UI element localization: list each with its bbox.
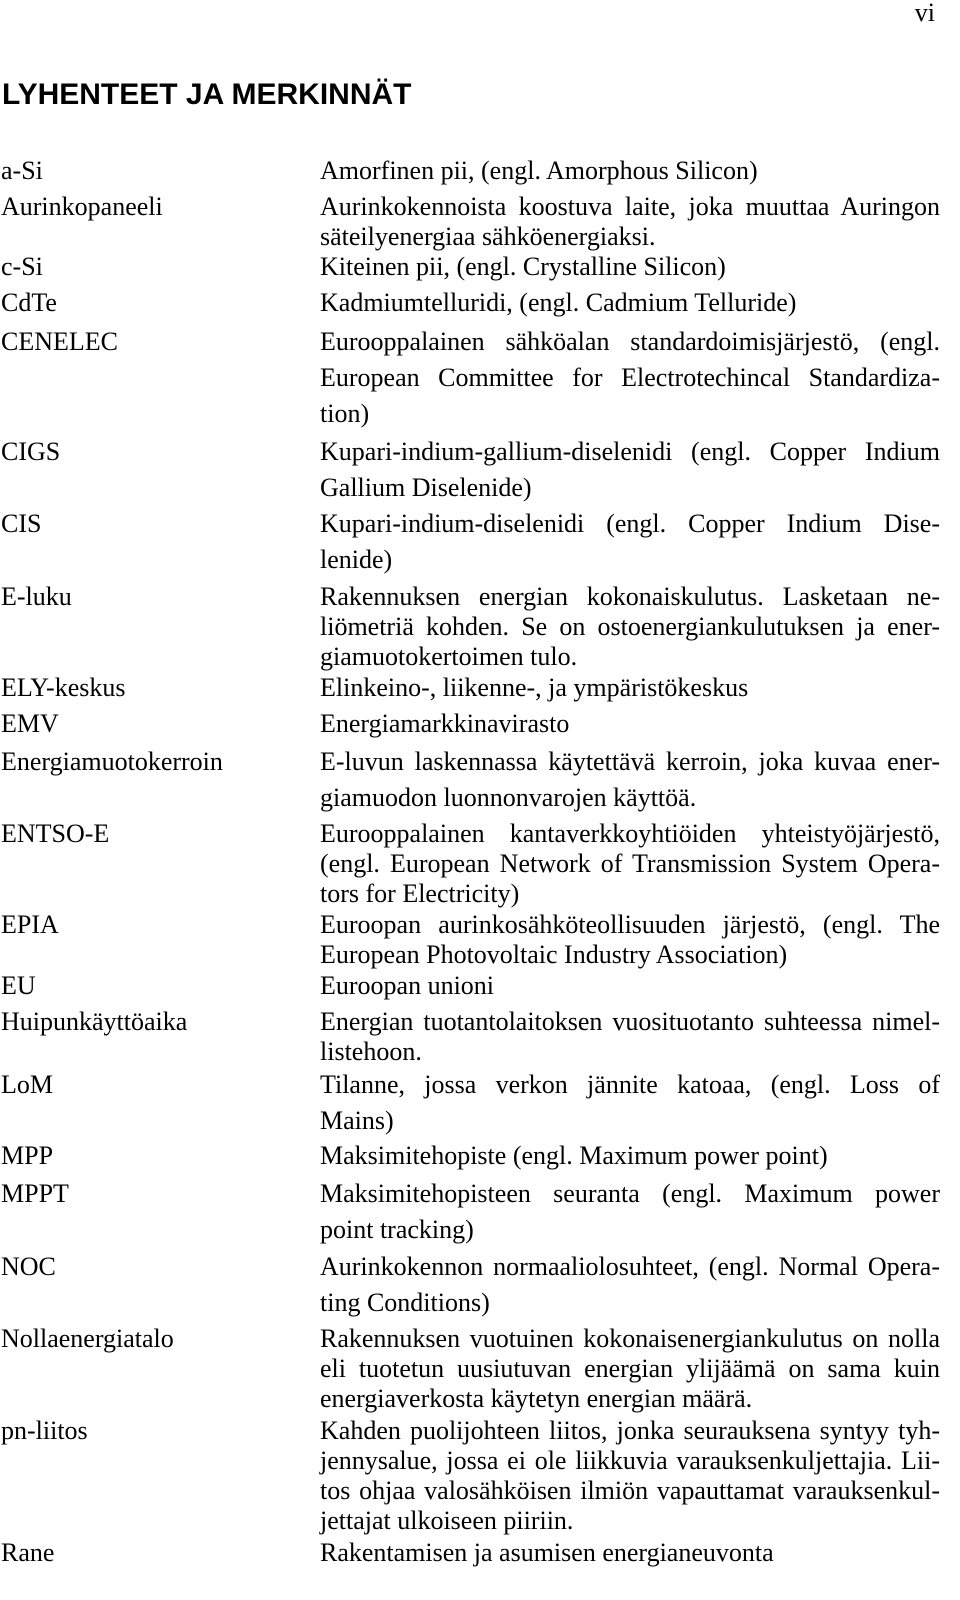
abbreviation-definition: [320, 1324, 940, 1414]
abbreviation-definition: [320, 910, 940, 970]
definition-line: Amorfinen pii, (engl. Amorphous Silicon): [320, 156, 758, 185]
definition-line: Eurooppalainen sähköalan standardoimisjärjestö, (engl.: [320, 327, 940, 356]
abbreviation-definition: [320, 252, 940, 282]
abbreviation-term: MPP: [1, 1141, 54, 1170]
abbreviation-definition: [320, 156, 940, 186]
definition-line: Elinkeino-, liikenne-, ja ympäristökeskus: [320, 673, 749, 702]
definition-line: point tracking): [320, 1215, 474, 1244]
abbreviation-definition: [320, 434, 940, 506]
definition-line: Kahden puolijohteen liitos, jonka seurauksena syntyy tyh-: [320, 1416, 940, 1445]
abbreviation-definition: [320, 192, 940, 252]
abbreviation-term: c-Si: [1, 252, 43, 281]
abbreviation-definition: [320, 1176, 940, 1248]
abbreviation-term: EU: [1, 971, 36, 1000]
abbreviation-term: Huipunkäyttöaika: [1, 1007, 188, 1036]
definition-line: Euroopan aurinkosähköteollisuuden järjestö, (engl. The: [320, 910, 940, 939]
abbreviation-definition: [320, 744, 940, 816]
abbreviation-term: CdTe: [1, 288, 57, 317]
abbreviation-term: Rane: [1, 1538, 55, 1567]
abbreviation-term: CENELEC: [1, 327, 118, 356]
abbreviation-definition: [320, 288, 940, 318]
abbreviation-term: ELY-keskus: [1, 673, 126, 702]
abbreviation-term: LoM: [1, 1070, 53, 1099]
abbreviation-term: Energiamuotokerroin: [1, 747, 223, 776]
abbreviation-definition: [320, 1538, 940, 1568]
definition-line: liömetriä kohden. Se on ostoenergiankulutuksen ja ener-: [320, 612, 940, 641]
abbreviation-term: E-luku: [1, 582, 72, 611]
abbreviation-term: MPPT: [1, 1179, 69, 1208]
definition-line: Aurinkokennoista koostuva laite, joka muuttaa Auringon: [320, 192, 940, 221]
definition-line: tion): [320, 399, 370, 428]
abbreviation-term: EMV: [1, 709, 59, 738]
abbreviation-definition: [320, 673, 940, 703]
abbreviation-definition: [320, 1007, 940, 1067]
definition-line: tos ohjaa valosähköisen ilmiön vapauttamat varauksenkul-: [320, 1476, 940, 1505]
definition-line: giamuodon luonnonvarojen käyttöä.: [320, 783, 697, 812]
definition-line: giamuotokertoimen tulo.: [320, 642, 578, 671]
definition-line: jettajat ulkoiseen piiriin.: [320, 1506, 574, 1535]
abbreviation-term: Nollaenergiatalo: [1, 1324, 174, 1353]
definition-line: listehoon.: [320, 1037, 422, 1066]
definition-line: Aurinkokennon normaaliolosuhteet, (engl. Normal Opera-: [320, 1252, 940, 1281]
abbreviation-definition: [320, 324, 940, 432]
abbreviation-definition: [320, 819, 940, 909]
definition-line: tors for Electricity): [320, 879, 520, 908]
definition-line: Kiteinen pii, (engl. Crystalline Silicon): [320, 252, 726, 281]
definition-line: energiaverkosta käytetyn energian määrä.: [320, 1384, 753, 1413]
abbreviation-term: NOC: [1, 1252, 56, 1281]
abbreviation-term: a-Si: [1, 156, 43, 185]
definition-line: Mains): [320, 1106, 394, 1135]
definition-line: Maksimitehopiste (engl. Maximum power point): [320, 1141, 828, 1170]
definition-line: Rakennuksen vuotuinen kokonaisenergiankulutus on nolla: [320, 1324, 940, 1353]
abbreviation-term: pn-liitos: [1, 1416, 88, 1445]
abbreviation-definition: [320, 1416, 940, 1536]
definition-line: European Committee for Electrotechincal Standardiza-: [320, 363, 940, 392]
definition-line: jennysalue, jossa ei ole liikkuvia varauksenkuljettajia. Lii-: [320, 1446, 940, 1475]
definition-line: Kadmiumtelluridi, (engl. Cadmium Telluride): [320, 288, 797, 317]
definition-line: (engl. European Network of Transmission System Opera-: [320, 849, 940, 878]
definition-line: lenide): [320, 545, 393, 574]
page-number: vi: [914, 0, 935, 27]
definition-line: eli tuotetun uusiutuvan energian ylijäämä on sama kuin: [320, 1354, 940, 1383]
definition-line: Kupari-indium-diselenidi (engl. Copper Indium Dise-: [320, 509, 940, 538]
abbreviation-term: CIGS: [1, 437, 61, 466]
page-title: LYHENTEET JA MERKINNÄT: [2, 78, 412, 111]
abbreviation-term: ENTSO-E: [1, 819, 110, 848]
definition-line: Tilanne, jossa verkon jännite katoaa, (engl. Loss of: [320, 1070, 940, 1099]
abbreviation-term: Aurinkopaneeli: [1, 192, 163, 221]
abbreviation-definition: [320, 582, 940, 672]
abbreviation-definition: [320, 1067, 940, 1139]
definition-line: Rakennuksen energian kokonaiskulutus. Lasketaan ne-: [320, 582, 940, 611]
abbreviation-definition: [320, 506, 940, 578]
definition-line: ting Conditions): [320, 1288, 490, 1317]
abbreviation-term: EPIA: [1, 910, 59, 939]
abbreviation-definition: [320, 971, 940, 1001]
abbreviation-definition: [320, 1141, 940, 1171]
definition-line: E-luvun laskennassa käytettävä kerroin, joka kuvaa ener-: [320, 747, 940, 776]
definition-line: Maksimitehopisteen seuranta (engl. Maximum power: [320, 1179, 940, 1208]
abbreviation-definition: [320, 1249, 940, 1321]
definition-line: Gallium Diselenide): [320, 473, 532, 502]
definition-line: Rakentamisen ja asumisen energianeuvonta: [320, 1538, 774, 1567]
definition-line: säteilyenergiaa sähköenergiaksi.: [320, 222, 656, 251]
abbreviation-term: CIS: [1, 509, 42, 538]
definition-line: Eurooppalainen kantaverkkoyhtiöiden yhteistyöjärjestö,: [320, 819, 940, 848]
definition-line: Euroopan unioni: [320, 971, 495, 1000]
definition-line: Kupari-indium-gallium-diselenidi (engl. Copper Indium: [320, 437, 940, 466]
abbreviation-definition: [320, 709, 940, 739]
definition-line: Energian tuotantolaitoksen vuosituotanto suhteessa nimel-: [320, 1007, 940, 1036]
definition-line: Energiamarkkinavirasto: [320, 709, 570, 738]
definition-line: European Photovoltaic Industry Association): [320, 940, 788, 969]
